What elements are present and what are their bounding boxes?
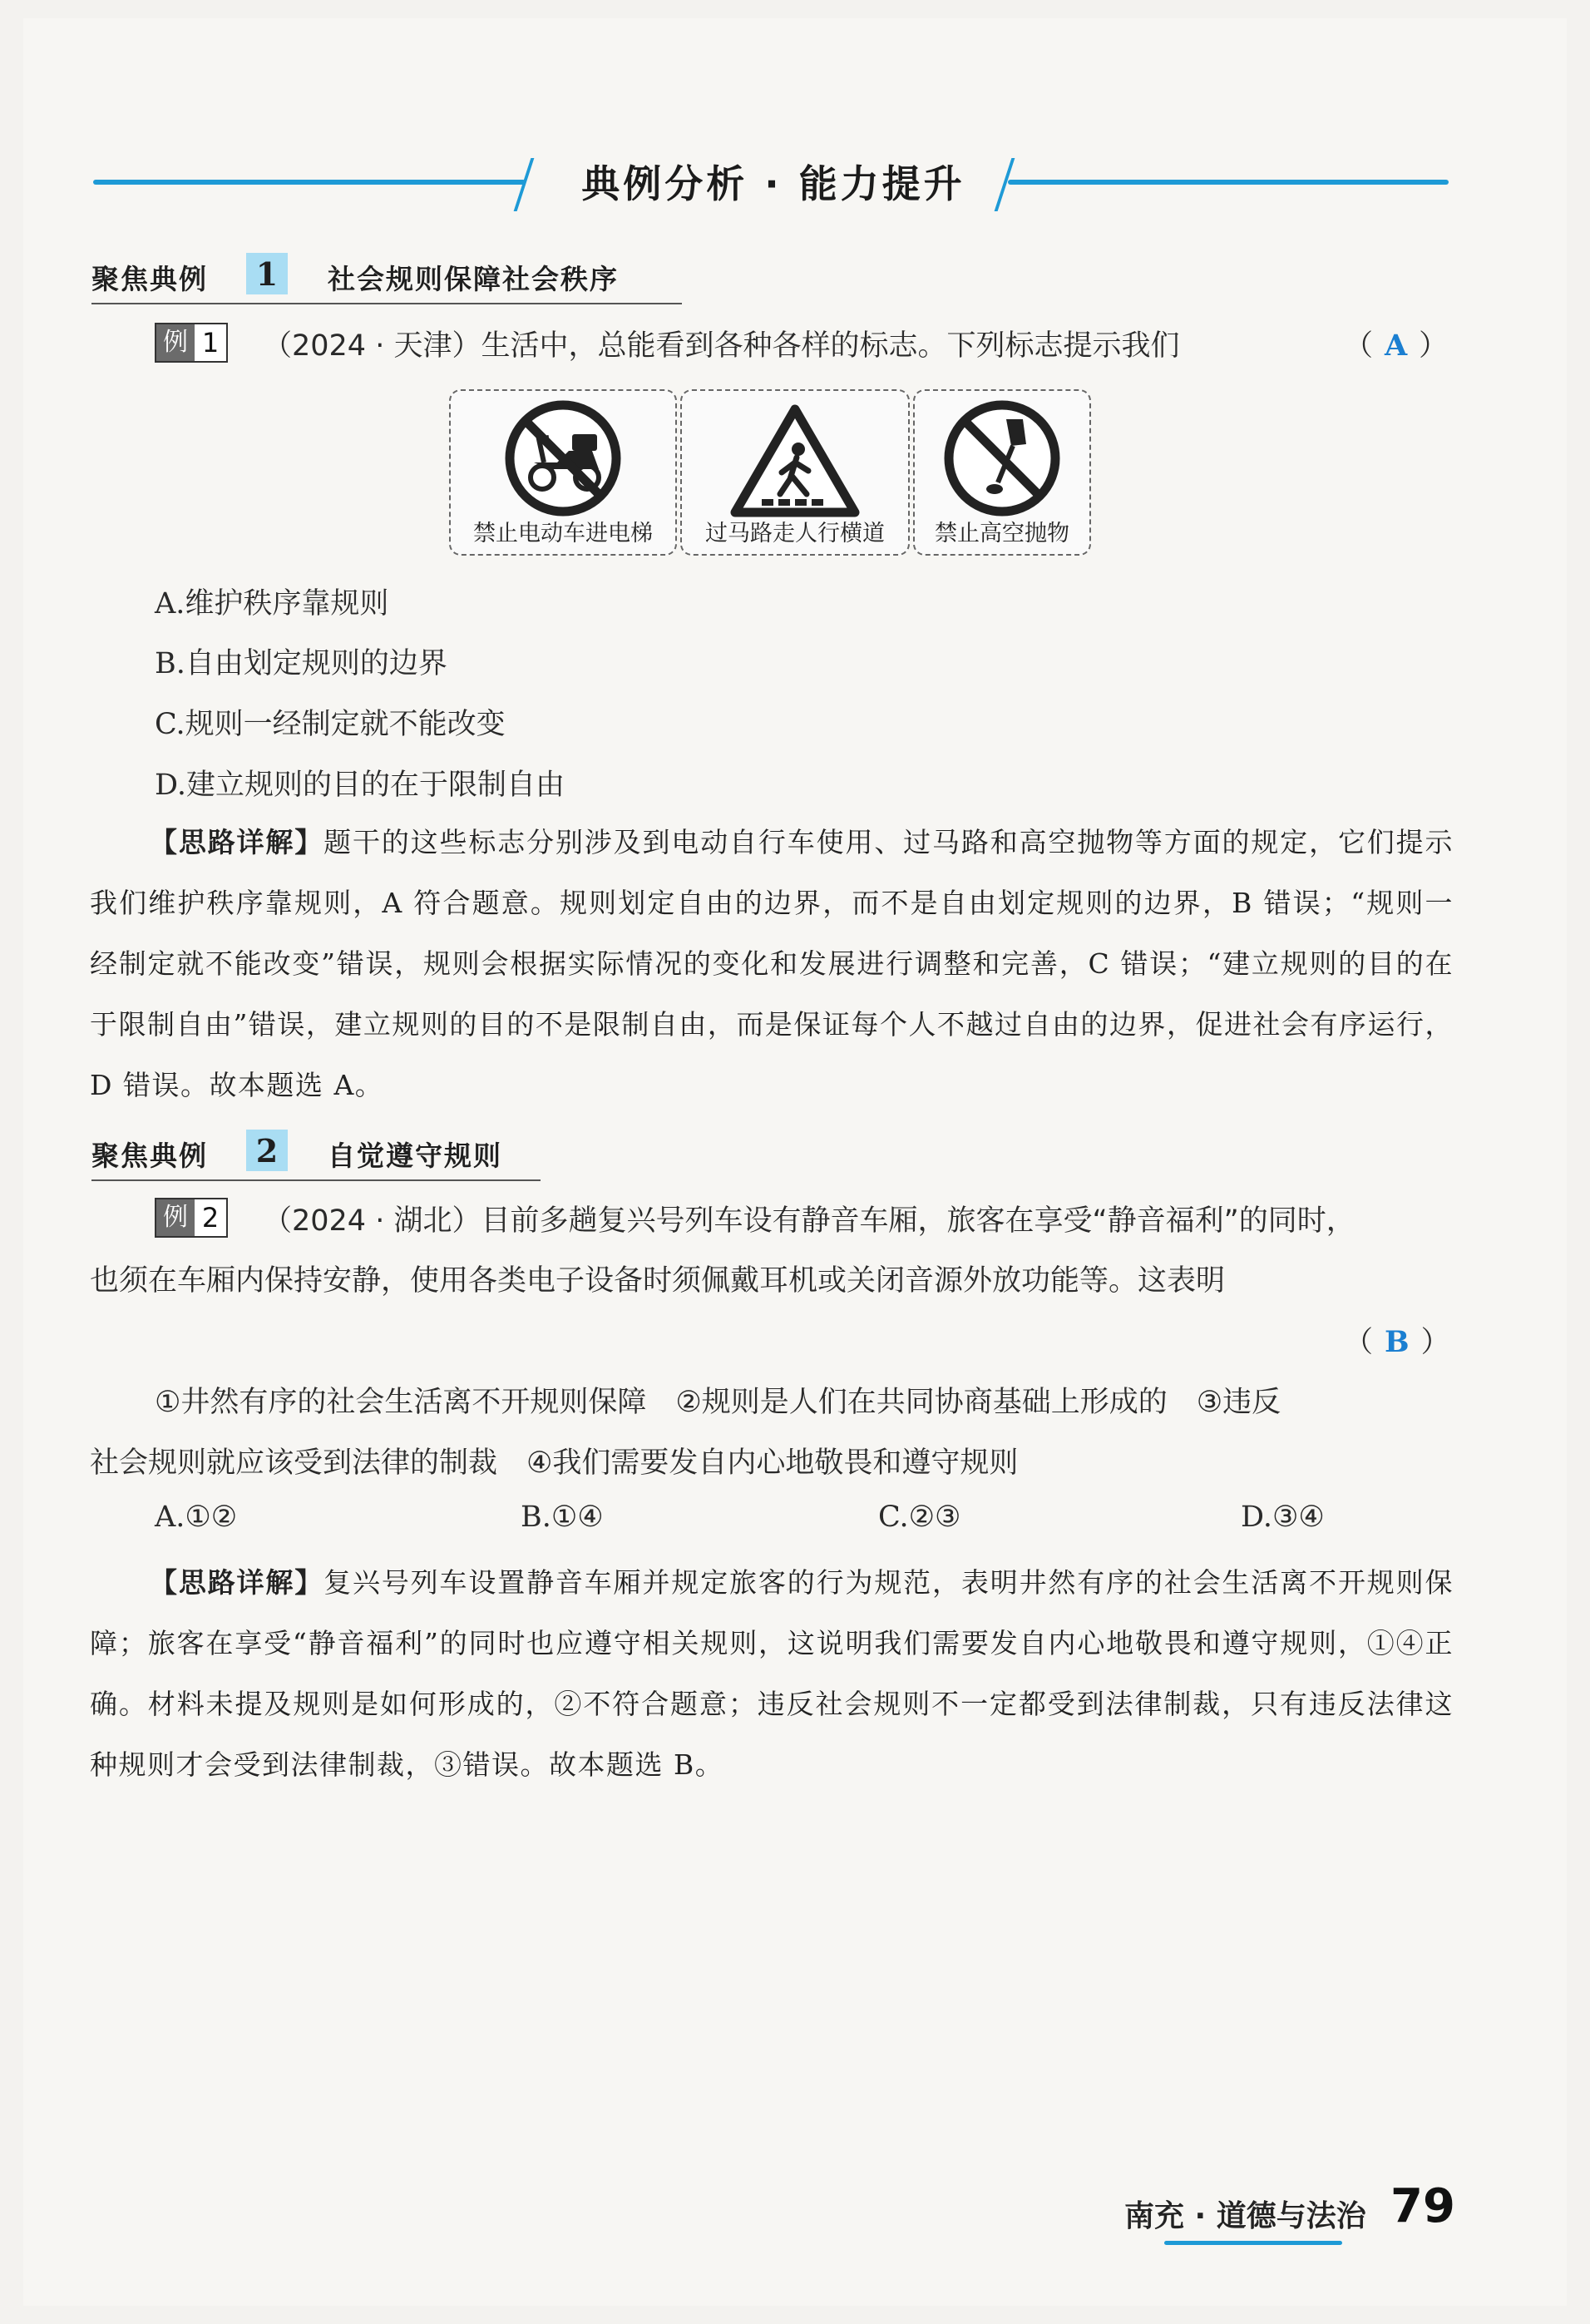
footer-rule	[1164, 2241, 1342, 2245]
example2-option-b: B.①④	[521, 1501, 604, 1534]
example2-analysis	[90, 1552, 1454, 1795]
example2-option-c: C.②③	[878, 1501, 961, 1534]
analysis-text: 题干的这些标志分别涉及到电动自行车使用、过马路和高空抛物等方面的规定，它们提示我们维护秩序靠规则，A 符合题意。规则划定自由的边界，而不是自由划定规则的边界，B 错误；“规则一经制定就不能改变”错误，规则会根据实际情况的变化和发展进行调整和完善，C 错误；“建立规则的目的在于限制自由”错误，建立规则的目的不是限制自由，而是保证每个人不越过自由的边界，促进社会有序运行，D 错误。故本题选 A。	[90, 826, 1454, 1101]
answer-close: ）	[1419, 329, 1449, 363]
example1-answer	[1344, 323, 1448, 364]
example-tag-number: 1	[195, 324, 226, 361]
example2-stem-line2: 也须在车厢内保持安静，使用各类电子设备时须佩戴耳机或关闭音源外放功能等。这表明	[90, 1264, 1226, 1298]
section2-number: 2	[246, 1130, 288, 1171]
section1-rule	[91, 303, 682, 304]
example-tag-label: 例	[156, 324, 195, 361]
section1-title: 社会规则保障社会秩序	[328, 263, 619, 295]
answer-letter: B	[1385, 1325, 1410, 1359]
section2-rule	[91, 1179, 541, 1181]
analysis-label: 【思路详解】	[150, 826, 324, 858]
sign-caption-2: 过马路走人行横道	[705, 521, 885, 546]
example-tag-number: 2	[195, 1199, 226, 1236]
footer-title: 南充 · 道德与法治	[1124, 2199, 1366, 2233]
example1-option-a: A.维护秩序靠规则	[155, 587, 389, 621]
answer-letter: A	[1385, 329, 1408, 363]
section2-title: 自觉遵守规则	[328, 1140, 502, 1172]
example2-option-a: A.①②	[155, 1501, 238, 1534]
sign-card-1	[449, 389, 677, 556]
no-ebike-in-elevator-icon	[501, 396, 625, 521]
section2-label: 聚焦典例	[91, 1140, 208, 1172]
section1-label: 聚焦典例	[91, 263, 208, 295]
sign-caption-1: 禁止电动车进电梯	[473, 521, 653, 546]
example1-analysis	[90, 812, 1454, 1115]
answer-open: （	[1344, 1326, 1374, 1359]
example2-option-d: D.③④	[1241, 1501, 1325, 1534]
header-title: 典例分析 · 能力提升	[581, 161, 965, 206]
example2-stem-line1: （2024 · 湖北）目前多趟复兴号列车设有静音车厢，旅客在享受“静音福利”的同时，	[263, 1204, 1355, 1238]
header-rule-left	[93, 180, 526, 185]
example1-option-c: C.规则一经制定就不能改变	[155, 708, 506, 741]
example1-option-d: D.建立规则的目的在于限制自由	[155, 769, 565, 802]
example2-tag	[155, 1198, 228, 1238]
no-throwing-from-height-icon	[940, 396, 1064, 521]
example-tag-label: 例	[156, 1199, 195, 1236]
example2-statements-line1: ①井然有序的社会生活离不开规则保障 ②规则是人们在共同协商基础上形成的 ③违反	[155, 1386, 1281, 1419]
example2-answer	[1344, 1319, 1450, 1361]
answer-close: ）	[1420, 1326, 1450, 1359]
sign-caption-3: 禁止高空抛物	[935, 521, 1069, 546]
example1-option-b: B.自由划定规则的边界	[155, 647, 447, 680]
analysis-label: 【思路详解】	[150, 1566, 324, 1599]
sign-card-3	[913, 389, 1091, 556]
section1-number: 1	[246, 253, 288, 294]
pedestrian-crossing-icon	[728, 403, 862, 519]
sign-card-2	[680, 389, 910, 556]
header-rule-right	[1008, 180, 1449, 185]
page-number: 79	[1390, 2179, 1455, 2233]
example2-statements-line2: 社会规则就应该受到法律的制裁 ④我们需要发自内心地敬畏和遵守规则	[90, 1446, 1019, 1480]
answer-open: （	[1344, 329, 1374, 363]
example1-tag	[155, 323, 228, 363]
analysis-text: 复兴号列车设置静音车厢并规定旅客的行为规范，表明井然有序的社会生活离不开规则保障；旅客在享受“静音福利”的同时也应遵守相关规则，这说明我们需要发自内心地敬畏和遵守规则，①④正确。材料未提及规则是如何形成的，②不符合题意；违反社会规则不一定都受到法律制裁，只有违反法律这种规则才会受到法律制裁，③错误。故本题选 B。	[90, 1566, 1454, 1781]
example1-stem: （2024 · 天津）生活中，总能看到各种各样的标志。下列标志提示我们	[263, 329, 1180, 363]
